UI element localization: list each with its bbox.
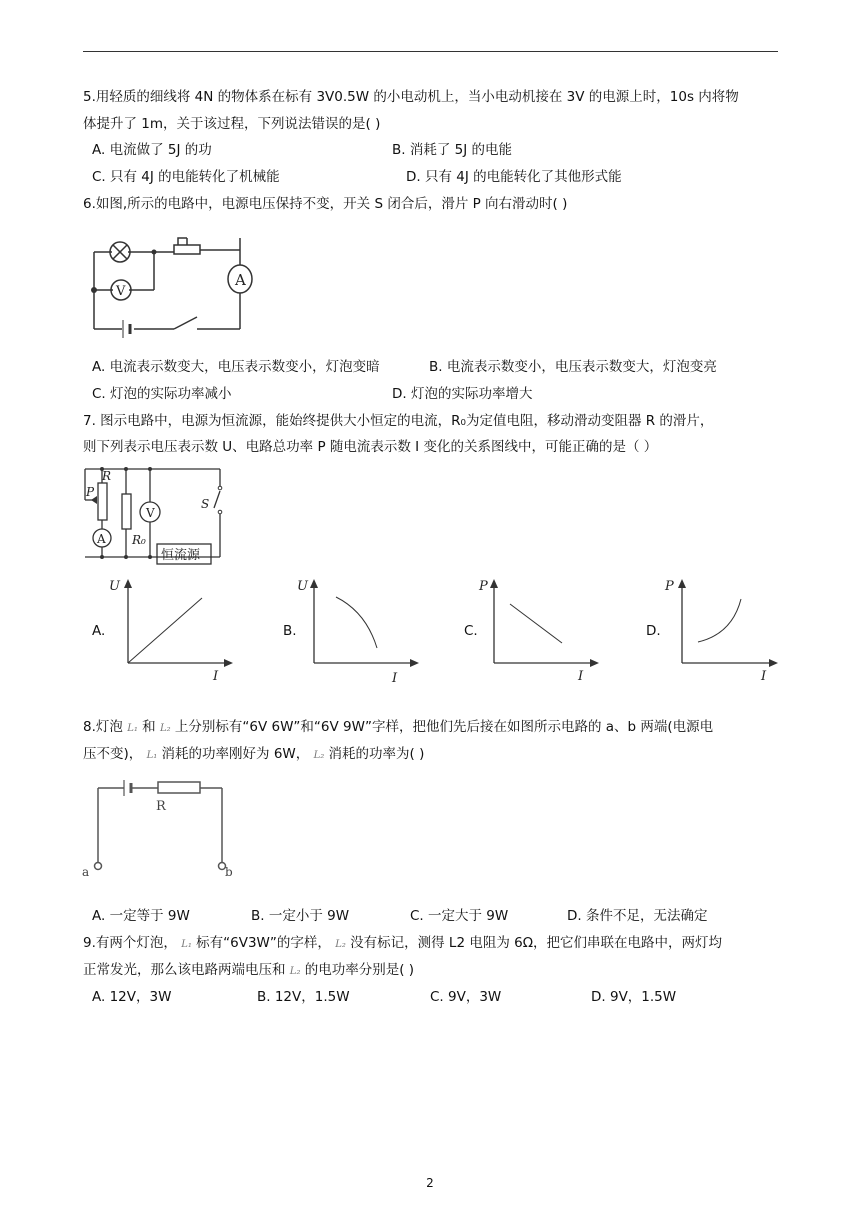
q7-graph-c-xlabel: I: [578, 669, 584, 684]
q6-option-c: C. 灯泡的实际功率减小: [92, 386, 232, 402]
q7-graph-c-option: C.: [464, 623, 478, 639]
q6-stem: 6.如图,所示的电路中，电源电压保持不变，开关 S 闭合后，滑片 P 向右滑动时( ): [83, 196, 568, 212]
q9-text-5: 的电功率分别是( ): [304, 962, 415, 978]
q7-graph-b-xlabel: I: [392, 671, 398, 686]
q8-option-d: D. 条件不足，无法确定: [567, 908, 708, 924]
page-number: 2: [426, 1176, 434, 1190]
q7-graph-c: [478, 574, 608, 686]
q7-graph-d-option: D.: [646, 623, 661, 639]
q8-stem-line1: [83, 716, 713, 740]
q6-ammeter-label: A: [235, 271, 246, 289]
q5-option-d: D. 只有 4J 的电能转化了其他形式能: [406, 169, 622, 185]
q7-graph-b-ylabel: U: [297, 579, 308, 594]
q6-option-a: A. 电流表示数变大，电压表示数变小，灯泡变暗: [92, 359, 380, 375]
q8-stem-line2: [83, 743, 424, 767]
q7-graph-a-xlabel: I: [213, 669, 219, 684]
q8-text-5: 消耗的功率刚好为 6W，: [161, 746, 310, 762]
q8-terminal-b-label: b: [225, 865, 233, 879]
q8-text-1: 8.灯泡: [83, 719, 123, 735]
q6-option-d: D. 灯泡的实际功率增大: [392, 386, 533, 402]
q8-resistor-label: R: [156, 799, 166, 814]
q8-text-3: 上分别标有“6V 6W”和“6V 9W”字样，把他们先后接在如图所示电路的 a、b 两端(电源电: [174, 719, 714, 735]
q9-text-3: 没有标记，测得 L2 电阻为 6Ω，把它们串联在电路中，两灯均: [350, 935, 723, 951]
q7-ammeter-label: A: [97, 532, 106, 546]
q8-option-c: C. 一定大于 9W: [410, 908, 509, 924]
q8-text-4: 压不变)，: [83, 746, 143, 762]
q8-l1-symbol-2: L₁: [146, 750, 158, 761]
q8-option-a: A. 一定等于 9W: [92, 908, 190, 924]
q7-stem-line1: 7. 图示电路中，电源为恒流源，能始终提供大小恒定的电流，R₀为定值电阻，移动滑动变阻器 R 的滑片，: [83, 413, 714, 429]
q7-graph-d-ylabel: P: [665, 579, 674, 594]
q6-voltmeter-label: V: [116, 284, 126, 299]
q7-graph-a: [106, 574, 236, 686]
q9-stem-line2: [83, 959, 414, 983]
q9-stem-line1: [83, 932, 722, 956]
q7-stem-line2: 则下列表示电压表示数 U、电路总功率 P 随电流表示数 I 变化的关系图线中，可能正确的是（ ）: [83, 439, 658, 455]
q9-text-1: 9.有两个灯泡，: [83, 935, 177, 951]
q8-l1-symbol: L₁: [127, 723, 138, 734]
q9-option-d: D. 9V，1.5W: [591, 989, 677, 1005]
q7-slider-label: P: [86, 485, 95, 499]
q8-l2-symbol-2: L₂: [313, 750, 325, 761]
q8-option-b: B. 一定小于 9W: [251, 908, 350, 924]
q8-text-6: 消耗的功率为( ): [328, 746, 425, 762]
q8-text-2: 和: [142, 719, 156, 735]
q9-text-4: 正常发光，那么该电路两端电压和: [83, 962, 286, 978]
q7-graph-d: [662, 574, 787, 686]
q7-voltmeter-label: V: [146, 506, 155, 520]
q9-option-c: C. 9V，3W: [430, 989, 502, 1005]
q6-circuit-diagram: [86, 232, 246, 340]
q9-option-a: A. 12V，3W: [92, 989, 172, 1005]
q7-rheostat-label: R: [102, 469, 112, 483]
q5-option-a: A. 电流做了 5J 的功: [92, 142, 212, 158]
q7-graph-b: [296, 574, 426, 686]
q8-circuit-diagram: [80, 778, 240, 880]
q7-circuit-diagram: [82, 466, 227, 570]
q8-l2-symbol: L₂: [159, 723, 171, 734]
q7-graph-a-ylabel: U: [109, 579, 120, 594]
q5-stem-line1: 5.用轻质的细线将 4N 的物体系在标有 3V0.5W 的小电动机上，当小电动机接在 3V 的电源上时，10s 内将物: [83, 89, 739, 105]
q7-graph-d-xlabel: I: [761, 669, 767, 684]
q9-text-2: 标有“6V3W”的字样，: [196, 935, 331, 951]
q9-l2-symbol: L₂: [335, 939, 346, 950]
header-rule: [83, 51, 778, 52]
q7-source-label: 恒流源: [161, 548, 201, 563]
q7-graph-b-option: B.: [283, 623, 297, 639]
q5-option-b: B. 消耗了 5J 的电能: [392, 142, 512, 158]
q5-stem-line2: 体提升了 1m，关于该过程，下列说法错误的是( ): [83, 116, 381, 132]
q9-l2-symbol-2: L₂: [289, 966, 301, 977]
q7-graph-c-ylabel: P: [479, 579, 488, 594]
q5-option-c: C. 只有 4J 的电能转化了机械能: [92, 169, 280, 185]
q7-r0-label: R₀: [132, 533, 146, 547]
q8-terminal-a-label: a: [82, 865, 90, 879]
q7-graph-a-option: A.: [92, 623, 106, 639]
q7-switch-label: S: [201, 497, 210, 511]
q9-option-b: B. 12V，1.5W: [257, 989, 350, 1005]
q9-l1-symbol: L₁: [181, 939, 192, 950]
q6-option-b: B. 电流表示数变小，电压表示数变大，灯泡变亮: [429, 359, 717, 375]
